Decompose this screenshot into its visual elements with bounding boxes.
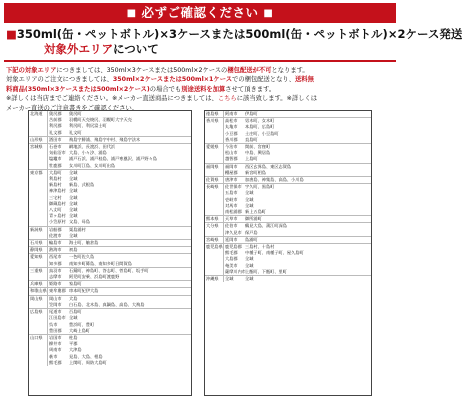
town-names: 網地浜、長渡浜、田代浜 (69, 144, 116, 150)
town-names: 全域 (69, 188, 78, 194)
town-names: 保戸島 (245, 229, 258, 235)
area-line (224, 156, 371, 162)
prefecture-row (205, 223, 371, 236)
area-list (224, 276, 371, 282)
area-list (224, 144, 371, 163)
city-name: 礼文郡 (49, 129, 62, 135)
square-mark-right: ■ (263, 8, 274, 19)
city-name: 鹿児島郡 (225, 244, 242, 250)
prefecture-name: 愛知県 (29, 254, 48, 266)
town-names: 全域 (69, 194, 78, 200)
area-list (48, 227, 191, 239)
town-names: 阿児町安乗、浜島町渡鹿野 (69, 274, 120, 280)
town-names: 新島、式根島 (69, 182, 95, 188)
prefecture-name: 兵庫県 (29, 281, 48, 287)
city-name: 全域 (225, 276, 234, 282)
city-name: 鳥羽市 (49, 267, 62, 273)
note-text: の場合でも (149, 85, 182, 93)
town-names: 全域 (69, 213, 78, 219)
town-names: 犬島 (69, 295, 78, 301)
prefecture-name: 徳島県 (205, 111, 224, 117)
town-names: 西区玄界島、東区志賀島 (245, 163, 292, 169)
area-list (48, 170, 191, 226)
town-names: 粟島浦村 (69, 226, 86, 232)
town-names: 中種子町、南種子町、屋久島町 (245, 250, 304, 256)
notice-line-4 (6, 94, 398, 103)
prefecture-row (205, 244, 371, 276)
city-name: 石巻市 (49, 144, 62, 150)
area-list (48, 247, 191, 253)
notice-line-1 (6, 66, 398, 75)
subtitle-red: 対象外エリア (44, 42, 113, 56)
town-names: 土庄町、小豆島町 (245, 130, 279, 136)
area-line (48, 360, 191, 366)
city-name: 気仙沼市 (49, 150, 66, 156)
city-name: 熊毛郡 (49, 359, 62, 365)
notice-line-2 (6, 75, 398, 84)
note-red: 料商品(350ml×3ケースまたは500ml×2ケース) (6, 85, 150, 93)
city-name: 御蔵島村 (49, 200, 66, 206)
square-mark-left: ■ (126, 8, 137, 19)
city-name: 福岡市 (225, 163, 238, 169)
town-names: 鶴見大島、蒲江町深島 (245, 223, 287, 229)
area-list (224, 237, 371, 243)
prefecture-row (29, 335, 191, 366)
city-name: 奥尻郡 (49, 111, 62, 116)
headline-mark: ■ (6, 27, 17, 41)
prefecture-name: 広島県 (29, 309, 48, 334)
area-line (224, 137, 371, 143)
city-name: 西尾市 (49, 254, 62, 260)
prefecture-name: 東京都 (29, 170, 48, 226)
town-names: 利尻町、利尻富士町 (69, 123, 107, 129)
note-red: 別途送料を加算 (181, 85, 226, 93)
city-name: 糟屋郡 (225, 169, 238, 175)
city-name: 豊田郡 (49, 327, 62, 333)
town-names: 加唐島、神集島、高島、小川島 (245, 177, 304, 183)
prefecture-name: 熊本県 (205, 216, 224, 222)
city-name: 苫前郡 (49, 117, 62, 123)
town-names: 大津島 (69, 347, 82, 353)
area-table-left (28, 110, 192, 396)
town-names: 上甑町、下甑町、里町 (245, 268, 287, 274)
prefecture-name: 和歌山県 (30, 288, 47, 294)
city-name: 大島町 (49, 169, 62, 175)
town-names: 浦戸石浜、浦戸桂島、浦戸寒風沢、浦戸野々島 (69, 156, 157, 162)
area-list (48, 288, 191, 294)
area-list (48, 335, 191, 366)
prefecture-row (29, 288, 191, 295)
town-names: 全域 (69, 169, 78, 175)
city-name: 熱海市 (49, 247, 62, 253)
banner-title: 必ずご確認ください (141, 5, 259, 20)
prefecture-row (29, 254, 191, 267)
area-line (224, 216, 371, 222)
prefecture-name: 石川県 (29, 240, 48, 246)
town-names: 飛島字勝浦、飛島字中村、飛島字法木 (69, 136, 141, 142)
area-line (224, 276, 371, 282)
area-line (48, 219, 191, 225)
area-line (48, 130, 191, 136)
town-names: 石鏡町、神島町、答志町、菅島町、坂手町 (69, 267, 149, 273)
prefecture-name: 宮城県 (29, 144, 48, 169)
city-name: 熊毛郡 (225, 250, 238, 256)
city-name: 佐世保市 (225, 184, 242, 190)
town-names: 三島村、十島村 (245, 244, 275, 250)
prefecture-row (29, 296, 191, 309)
town-names: 初島 (69, 247, 78, 253)
town-names: 伊島町 (245, 111, 258, 116)
town-names: 父島、母島 (69, 219, 90, 225)
city-name: 薩摩川内市 (225, 268, 246, 274)
city-name: 小豆郡 (225, 130, 238, 136)
town-names: 全域 (69, 232, 78, 238)
area-list (48, 281, 191, 287)
area-list (48, 137, 191, 143)
prefecture-row (29, 137, 191, 144)
town-names: 全域 (69, 315, 78, 321)
prefecture-name: 宮崎県 (205, 237, 224, 243)
town-names: 中島、興居島 (245, 150, 271, 156)
area-line (224, 237, 371, 243)
note-text: 対象エリアのご注文につきましては、 (6, 76, 113, 84)
city-name: 新島村 (49, 182, 62, 188)
town-names: 奥尻町 (69, 111, 82, 116)
city-name: 姫路市 (49, 281, 62, 287)
city-name: 延岡市 (225, 236, 238, 242)
city-name: 尾道市 (49, 309, 62, 315)
area-list (48, 111, 191, 136)
area-line (48, 288, 191, 294)
town-names: 見島、大島、相島 (69, 353, 103, 359)
city-name: 岡山市 (49, 295, 62, 301)
town-names: 全域 (69, 207, 78, 213)
area-line (48, 240, 191, 246)
note-red: 下記の対象エリア (6, 67, 57, 74)
town-names: 新上五島町 (245, 209, 266, 215)
area-line (48, 328, 191, 334)
town-names: 御所浦町 (245, 216, 262, 222)
prefecture-name: 静岡県 (29, 247, 48, 253)
city-name: 青ヶ島村 (49, 213, 66, 219)
city-name: 知多郡 (49, 260, 62, 266)
area-list (48, 144, 191, 169)
city-name: 高松市 (225, 118, 238, 124)
prefecture-row (29, 268, 191, 281)
city-name: 壱岐市 (225, 196, 238, 202)
town-names: 全域 (69, 176, 78, 182)
town-names: 女川町江島、女川町出島 (69, 162, 116, 168)
town-names: 全域 (245, 276, 254, 282)
headline (6, 27, 462, 41)
town-names: 家島町 (69, 281, 82, 287)
city-name: 大島郡 (225, 256, 238, 262)
prefecture-row (29, 170, 191, 227)
area-line (48, 247, 191, 253)
city-name: 周南市 (49, 347, 62, 353)
prefecture-name: 岡山県 (29, 296, 48, 308)
town-names: 全域 (69, 200, 78, 206)
note-text: ※詳しくは当店までご連絡ください。※メーカー直送商品につきましては、 (6, 95, 218, 103)
town-names: 全域 (245, 262, 254, 268)
note-text: となります。 (271, 67, 309, 74)
note-text: につきましては、350ml×3ケースまたは500ml×2ケースの (56, 67, 228, 74)
city-name: 越智郡 (225, 156, 238, 162)
prefecture-name: 福岡県 (205, 164, 224, 176)
area-list (224, 164, 371, 176)
town-names: 大島、小々汐、浦島 (69, 150, 107, 156)
town-names: 関前、宮窪町 (245, 144, 271, 150)
town-names: 男木町、女木町 (245, 118, 275, 124)
prefecture-row (205, 144, 371, 164)
town-names: 柱島 (69, 334, 78, 340)
area-list (224, 111, 371, 117)
city-name: 東牟婁郡 (49, 288, 66, 294)
area-list (224, 177, 371, 183)
area-list (224, 216, 371, 222)
note-text: させて頂きます。 (225, 85, 276, 93)
city-name: 南松浦郡 (225, 209, 242, 215)
area-list (224, 118, 371, 143)
area-list (224, 184, 371, 215)
note-red: 350ml×2ケースまたは500ml×1ケース (112, 76, 233, 84)
area-line (48, 137, 191, 143)
prefecture-row (29, 144, 191, 170)
town-names: 串本町紀伊大島 (69, 288, 99, 294)
city-name: 岩船郡 (49, 226, 62, 232)
prefecture-name: 鹿児島県 (205, 244, 224, 275)
area-list (48, 268, 191, 280)
city-name: 輪島市 (49, 240, 62, 246)
area-list (48, 309, 191, 334)
prefecture-name: 三重県 (29, 268, 48, 280)
city-name: 丸亀市 (225, 124, 238, 130)
city-name: 利尻郡 (49, 123, 62, 129)
town-names: 一色町佐久島 (69, 254, 95, 260)
note-red: 梱包配送が不可 (227, 67, 272, 74)
area-line (48, 281, 191, 287)
city-name: 小笠原村 (49, 219, 66, 225)
town-names: 島浦町 (245, 236, 258, 242)
city-name: 利島村 (49, 176, 62, 182)
notice-line-5: メーカー直送のご注意書きをご確認ください。 (6, 104, 139, 112)
city-name: 牡鹿郡 (49, 162, 62, 168)
prefecture-name: 香川県 (205, 118, 224, 143)
city-name: 塩竈市 (49, 156, 62, 162)
town-names: 全域 (245, 256, 254, 262)
maker-link[interactable]: こちら (217, 95, 237, 103)
note-text: に該当致します。※詳しくは (236, 95, 318, 103)
town-names: 宇久町、黒島町 (245, 184, 275, 190)
city-name: 三宅村 (49, 194, 62, 200)
city-name: 酒田市 (49, 136, 62, 142)
city-name: 佐渡市 (49, 232, 62, 238)
area-line (48, 274, 191, 280)
area-list (48, 296, 191, 308)
note-text: での梱包配送となり、 (232, 76, 295, 84)
area-list (224, 244, 371, 275)
note-red: 送料無 (294, 76, 314, 84)
city-name: 呉市 (49, 321, 58, 327)
city-name: 岩国市 (49, 334, 62, 340)
area-list (48, 254, 191, 266)
area-list (48, 240, 191, 246)
town-names: 大崎上島町 (69, 327, 90, 333)
area-line (48, 261, 191, 267)
city-name: 対馬市 (225, 202, 238, 208)
subtitle-black: について (113, 42, 159, 56)
area-line (48, 163, 191, 169)
prefecture-name: 山形県 (29, 137, 48, 143)
divider (4, 60, 396, 62)
town-names: 本島町、広島町 (245, 124, 275, 130)
area-line (224, 230, 371, 236)
notice-line-3 (6, 85, 398, 94)
town-names: 南知多町篠島、南知多町日間賀島 (69, 260, 132, 266)
area-line (224, 111, 371, 117)
area-line (224, 177, 371, 183)
prefecture-name: 北海道 (29, 111, 48, 136)
city-name: 佐伯市 (225, 223, 238, 229)
city-name: 神津島村 (49, 188, 66, 194)
area-line (48, 233, 191, 239)
town-names: 豊浜町、豊町 (69, 321, 95, 327)
prefecture-row (29, 309, 191, 335)
city-name: 奄美市 (225, 262, 238, 268)
prefecture-name: 沖縄県 (205, 276, 224, 282)
headline-text: 350ml(缶・ペットボトル)×3ケースまたは500ml(缶・ペットボトル)×2ケース発送 (16, 27, 462, 41)
prefecture-name: 山口県 (29, 335, 48, 366)
city-name: 香川郡 (225, 136, 238, 142)
town-names: 直島町 (245, 136, 258, 142)
city-name: 柳井市 (49, 341, 62, 347)
city-name: 笠岡市 (49, 301, 62, 307)
city-name: 五島市 (225, 190, 238, 196)
city-name: 天草市 (225, 216, 238, 222)
notice-banner (4, 3, 396, 23)
town-names: 全域 (245, 202, 254, 208)
town-names: 海士町、舳倉島 (69, 240, 99, 246)
city-name: 松山市 (225, 150, 238, 156)
prefecture-row (205, 184, 371, 216)
notice-text (6, 66, 398, 113)
town-names: 上関町、周防大島町 (69, 359, 107, 365)
prefecture-row (205, 118, 371, 144)
town-names: 全域 (245, 196, 254, 202)
city-name: 津久見市 (225, 229, 242, 235)
town-names: 白石島、北木島、真鍋島、高島、大飛島 (69, 301, 145, 307)
city-name: 萩市 (49, 353, 58, 359)
prefecture-row (205, 237, 371, 244)
town-names: 百島町 (69, 309, 82, 315)
area-line (224, 170, 371, 176)
town-names: 平郡 (69, 341, 78, 347)
town-names: 礼文町 (69, 129, 82, 135)
area-list (224, 223, 371, 235)
prefecture-name: 新潟県 (29, 227, 48, 239)
area-line (224, 209, 371, 215)
town-names: 新宮町相島 (245, 169, 266, 175)
prefecture-row (29, 111, 191, 137)
prefecture-row (205, 276, 371, 282)
city-name: 志摩市 (49, 274, 62, 280)
prefecture-name: 佐賀県 (205, 177, 224, 183)
city-name: 今治市 (225, 144, 238, 150)
prefecture-name: 大分県 (205, 223, 224, 235)
city-name: 唐津市 (225, 177, 238, 183)
area-line (224, 269, 371, 275)
town-names: 全域 (245, 190, 254, 196)
area-table-right (204, 110, 372, 396)
area-line (48, 302, 191, 308)
city-name: 阿南市 (225, 111, 238, 116)
city-name: 八丈町 (49, 207, 62, 213)
town-names: 上島町 (245, 156, 258, 162)
prefecture-row (29, 227, 191, 240)
prefecture-name: 長崎県 (205, 184, 224, 215)
city-name: 江田島市 (49, 315, 66, 321)
prefecture-row (205, 164, 371, 177)
subtitle (44, 42, 159, 56)
prefecture-name: 愛媛県 (205, 144, 224, 163)
town-names: 羽幌町天売焼尻、羽幌町大字天売 (69, 117, 132, 123)
